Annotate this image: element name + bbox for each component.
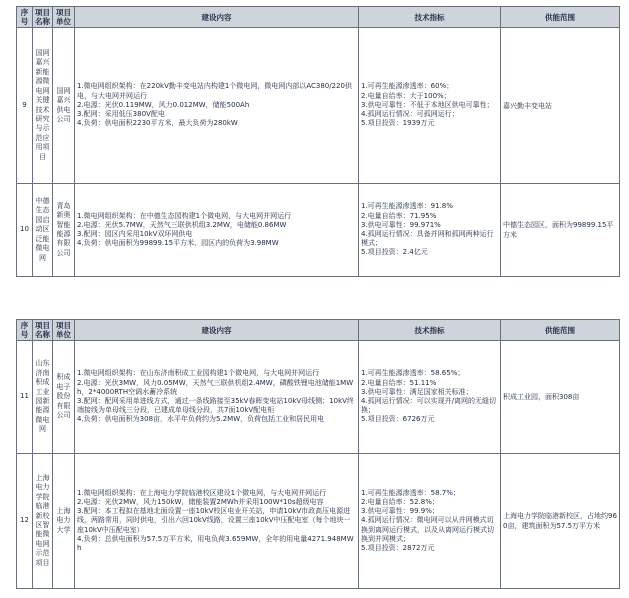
row-unit: 青岛新奥智能能源有限公司 xyxy=(53,184,75,277)
tech-line: 1.可再生能源渗透率：58.7%； xyxy=(361,488,460,497)
row-content xyxy=(75,341,359,454)
content-line: 3.配网：本工程拟在基地北面设置一座10kV校区电业开关站，申请10kV市政高压电源进线，两路常用，同时供电，引出六回10kV线路，设置三座10kV中压配电室（每个地块一座10kV中压配电室） xyxy=(77,507,351,534)
table-row xyxy=(17,454,620,589)
row-no: 11 xyxy=(17,341,33,454)
content-line: 1.微电网组织架构：在220kV勤丰变电站内构建1个微电网，微电网内部以AC380/220供电，与大电网并网运行 xyxy=(77,82,352,100)
content-line: 1.微电网组织架构：在上海电力学院临港校区建设1个微电网，与大电网并网运行 xyxy=(77,488,327,497)
tech-line: 1.可再生能源渗透率：91.8% xyxy=(361,202,453,211)
row-scope: 积成工业园，面积308亩 xyxy=(501,341,620,454)
tech-line: 2.电量自给率：52.8%； xyxy=(361,497,439,506)
row-content xyxy=(75,28,359,184)
row-name: 国网嘉兴新能源微电网关键技术研究与示范应用项目 xyxy=(33,28,53,184)
content-line: 4.负荷：总供电面积为57.5万平方米，用电负荷3.659MW，全年的用电量4271.948MWh xyxy=(77,534,354,552)
row-no: 10 xyxy=(17,184,33,277)
header-content: 建设内容 xyxy=(75,320,359,341)
row-unit: 国网嘉兴供电公司 xyxy=(53,28,75,184)
header-unit: 项目单位 xyxy=(53,320,75,341)
header-row xyxy=(17,320,620,341)
table-row xyxy=(17,341,620,454)
project-table-1 xyxy=(16,6,620,277)
row-unit: 积成电子股份有限公司 xyxy=(53,341,75,454)
tech-line: 3.供电可靠性：99.971% xyxy=(361,220,441,229)
header-tech: 技术指标 xyxy=(359,320,501,341)
content-line: 4.负荷：供电面积为99899.15平方米，园区内的负荷为3.98MW xyxy=(77,239,279,248)
row-scope: 上海电力学院临港新校区，占地约960亩，建筑面积为57.5万平方米 xyxy=(501,454,620,589)
header-no: 序号 xyxy=(17,7,33,28)
row-tech xyxy=(359,184,501,277)
project-table-2 xyxy=(16,319,620,589)
content-line: 3.配网：采用低压380V配电 xyxy=(77,110,165,119)
content-line: 4.负荷：供电面积2230平方米，最大负荷为280kW xyxy=(77,119,238,128)
table-row xyxy=(17,184,620,277)
row-tech xyxy=(359,28,501,184)
content-line: 3.配网：园区内采用10kV双环网供电 xyxy=(77,230,193,238)
table-sheet-top xyxy=(16,6,619,277)
table-sheet-bottom xyxy=(16,319,619,589)
header-unit: 项目单位 xyxy=(53,7,75,28)
content-line: 2.电源：光伏0.119MW，风力0.012MW，储能500Ah xyxy=(77,100,250,109)
row-name: 山东济南积成工业园新能源微电网 xyxy=(33,341,53,454)
table-row xyxy=(17,28,620,184)
row-name: 中德生态园启动区泛能微电网 xyxy=(33,184,53,277)
content-line: 2.电源：光伏3MW，风力0.05MW，天然气三联供机组2.4MW，磷酸铁锂电池储能1MWh，2*4000RTH空调水蓄冷系统 xyxy=(77,378,354,396)
row-tech xyxy=(359,454,501,589)
tech-line: 3.供电可靠性：99.9%； xyxy=(361,507,439,516)
tech-line: 4.孤网运行情况：可以实现并/离网的无缝切换； xyxy=(361,397,497,415)
header-tech: 技术指标 xyxy=(359,7,501,28)
header-scope: 供能范围 xyxy=(501,320,620,341)
tech-line: 2.电量自给率：51.11% xyxy=(361,378,437,387)
tech-line: 4.孤网运行情况：微电网可以从并网模式切换到离网运行模式，以及从离网运行模式切换到并网模式； xyxy=(361,516,494,543)
row-scope: 中德生态园区，面积为99899.15平方米 xyxy=(501,184,620,277)
row-no: 9 xyxy=(17,28,33,184)
header-name: 项目名称 xyxy=(33,320,53,341)
content-line: 3.配网：配网采用单进线方式，通过一条线路接至35kV春晖变电站10kV母线侧；10kV终端接线为单母线三分段，已建成单母线分段，共7面10kV配电柜 xyxy=(77,397,354,415)
content-line: 4.负荷：供电面积为308亩，水平年负荷约为5.2MW，负荷包括工业和居民用电 xyxy=(77,415,325,424)
tech-line: 4.孤网运行情况：具备并网和孤网两种运行模式； xyxy=(361,230,494,248)
row-content xyxy=(75,184,359,277)
tech-line: 5.项目投资：1939万元 xyxy=(361,119,435,128)
tech-line: 5.项目投资：2872万元 xyxy=(361,544,435,552)
row-name: 上海电力学院临港新校区智能微电网示范项目 xyxy=(33,454,53,589)
row-content xyxy=(75,454,359,589)
content-line: 1.微电网组织架构：在山东济南积成工业园构建1个微电网，与大电网并网运行 xyxy=(77,369,320,378)
row-tech xyxy=(359,341,501,454)
row-scope: 嘉兴勤丰变电站 xyxy=(501,28,620,184)
row-no: 12 xyxy=(17,454,33,589)
content-line: 1.微电网组织架构：在中德生态园构建1个微电网，与大电网并网运行 xyxy=(77,211,292,220)
tech-line: 1.可再生能源渗透率：60%； xyxy=(361,82,454,91)
content-line: 2.电源：光伏5.7MW，天然气三联供机组3.2MW，电储能0.86MW xyxy=(77,220,287,229)
header-row xyxy=(17,7,620,28)
tech-line: 2.电量自给率：71.95% xyxy=(361,211,437,220)
header-name: 项目名称 xyxy=(33,7,53,28)
header-scope: 供能范围 xyxy=(501,7,620,28)
content-line: 2.电源：光伏2MW，风力150kW，储能装置2MWh并采用100W*10s超级电容 xyxy=(77,497,324,506)
tech-line: 4.孤网运行情况：可孤网运行； xyxy=(361,110,459,119)
tech-line: 2.电量自给率：大于100%； xyxy=(361,91,451,100)
header-no: 序号 xyxy=(17,320,33,341)
tech-line: 1.可再生能源渗透率：58.65%； xyxy=(361,369,465,378)
tech-line: 3.供电可靠性：满足国家相关标准； xyxy=(361,387,473,396)
tech-line: 5.项目投资：6726万元 xyxy=(361,415,435,424)
row-unit: 上海电力大学 xyxy=(53,454,75,589)
tech-line: 3.供电可靠性：不低于本地区供电可靠性； xyxy=(361,100,494,109)
header-content: 建设内容 xyxy=(75,7,359,28)
tech-line: 5.项目投资：2.4亿元 xyxy=(361,248,428,257)
